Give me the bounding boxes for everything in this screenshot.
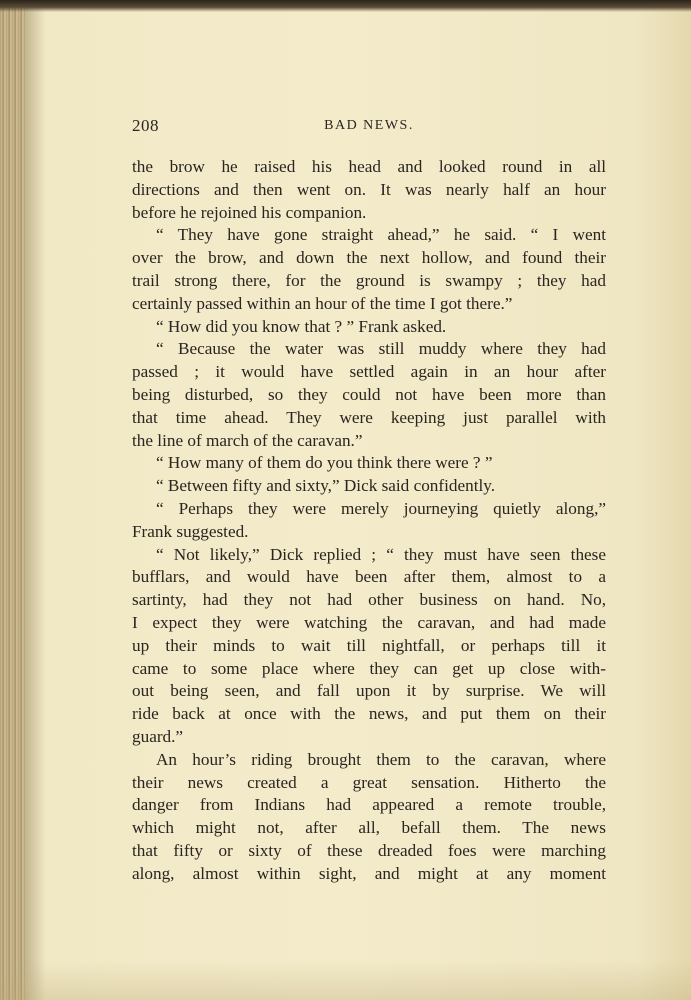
text-line: that fifty or sixty of these dreaded foes were marching xyxy=(132,840,606,860)
text-line: ride back at once with the news, and put them on their xyxy=(132,704,606,724)
text-line: directions and then went on. It was nearly half an hour xyxy=(132,179,606,199)
text-line: I expect they were watching the caravan, and had made xyxy=(132,612,606,632)
text-line: the brow he raised his head and looked round in all xyxy=(132,157,606,176)
text-line: “ Because the water was still muddy where they had xyxy=(156,339,606,359)
text-line: “ How many of them do you think there were ? ” xyxy=(156,453,493,473)
chapter-title: BAD NEWS. xyxy=(324,118,414,133)
text-line: came to some place where they can get up close with- xyxy=(132,658,606,678)
text-line: “ Between fifty and sixty,” Dick said confidently. xyxy=(156,476,496,496)
page-number: 208 xyxy=(132,116,159,135)
text-line: before he rejoined his companion. xyxy=(132,202,367,222)
body-text xyxy=(132,156,606,886)
text-line: passed ; it would have settled again in an hour after xyxy=(132,362,606,382)
text-line: out being seen, and fall upon it by surprise. We will xyxy=(132,681,606,701)
text-line: guard.” xyxy=(132,726,184,746)
text-line: Frank suggested. xyxy=(132,521,249,541)
text-line: trail strong there, for the ground is swampy ; they had xyxy=(132,270,606,290)
text-line: bufflars, and would have been after them, almost to a xyxy=(132,567,606,587)
text-line: their news created a great sensation. Hitherto the xyxy=(132,772,606,792)
text-line: along, almost within sight, and might at any moment xyxy=(132,863,606,883)
text-line: the line of march of the caravan.” xyxy=(132,430,363,450)
text-line: that time ahead. They were keeping just parallel with xyxy=(132,407,606,427)
top-edge-shadow xyxy=(0,0,691,12)
bottom-edge-shade xyxy=(0,960,691,1000)
text-line: “ Perhaps they were merely journeying quietly along,” xyxy=(156,498,606,518)
gutter-shadow xyxy=(26,0,46,1000)
text-line: over the brow, and down the next hollow, and found their xyxy=(132,248,606,268)
text-line: being disturbed, so they could not have been more than xyxy=(132,384,606,404)
text-line: “ They have gone straight ahead,” he said. “ I went xyxy=(156,225,606,245)
text-line: danger from Indians had appeared a remote trouble, xyxy=(132,795,606,815)
text-line: up their minds to wait till nightfall, or perhaps till it xyxy=(132,635,606,655)
text-line: certainly passed within an hour of the time I got there.” xyxy=(132,293,513,313)
text-line: which might not, after all, befall them. The news xyxy=(132,818,606,838)
book-spine-edge xyxy=(0,0,26,1000)
text-line: sartinty, had they not had other business on hand. No, xyxy=(132,590,606,610)
text-line: “ Not likely,” Dick replied ; “ they must have seen these xyxy=(156,544,606,564)
text-line: “ How did you know that ? ” Frank asked. xyxy=(156,316,447,336)
text-line: An hour’s riding brought them to the caravan, where xyxy=(156,749,606,769)
running-head xyxy=(132,116,606,138)
